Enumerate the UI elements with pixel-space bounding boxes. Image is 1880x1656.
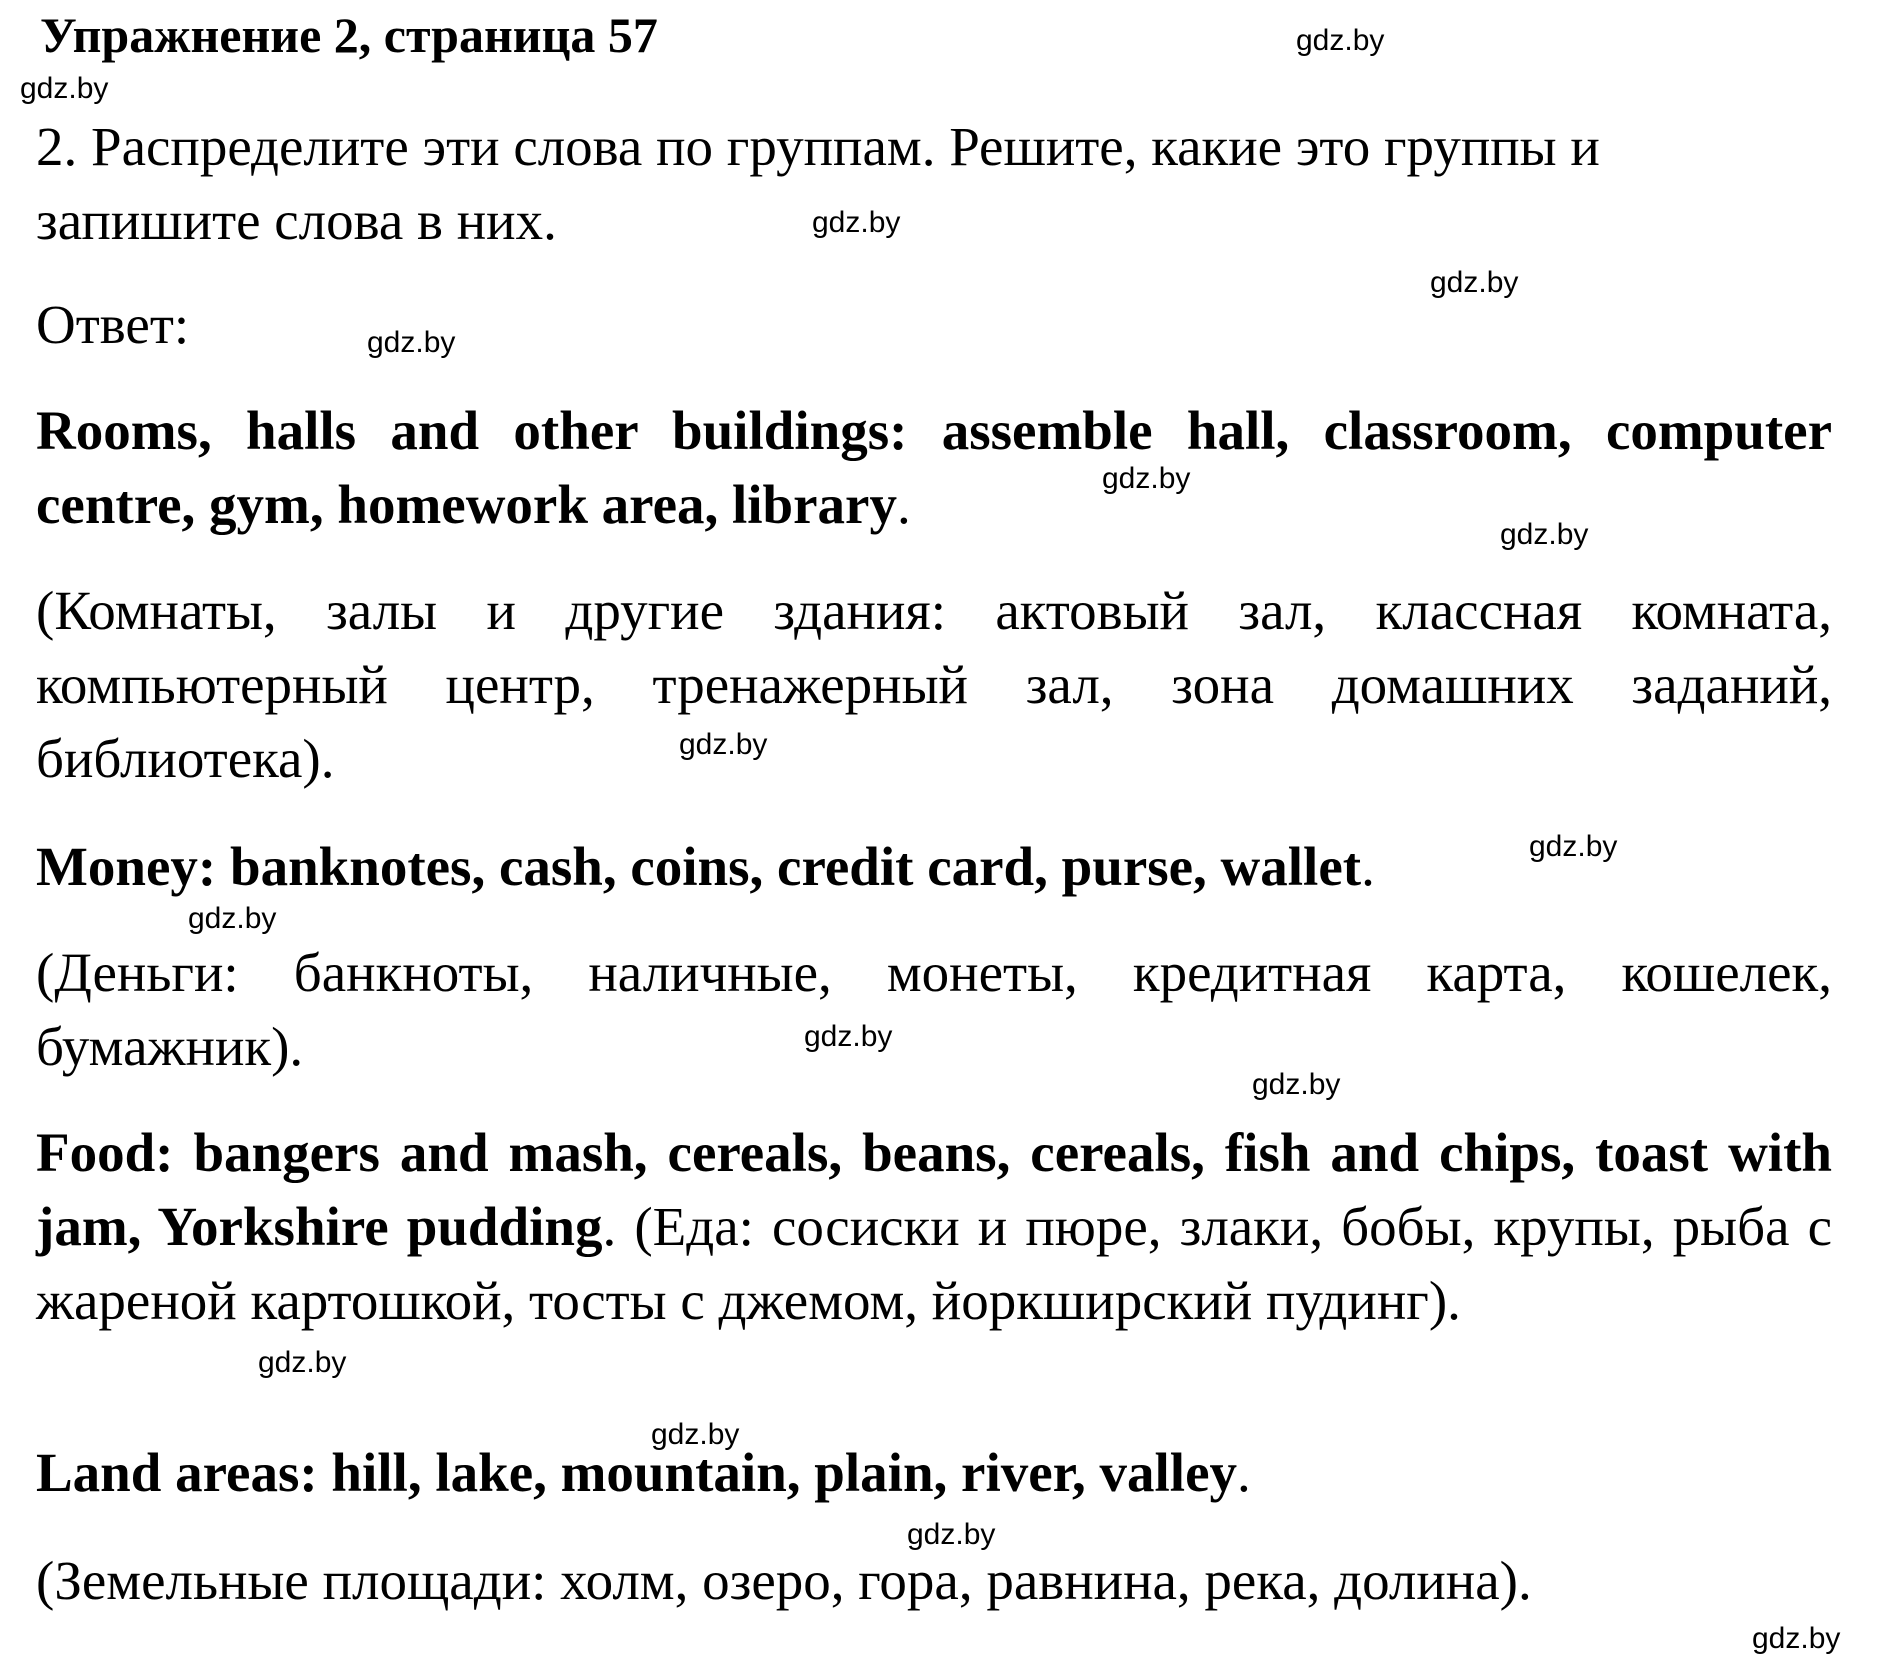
group-rooms-russian: (Комнаты, залы и другие здания: актовый зал, классная комната, компьютерный центр, тренажерный зал, зона домашних заданий, библиотека). [36, 580, 1832, 789]
watermark: gdz.by [367, 326, 456, 359]
watermark: gdz.by [804, 1020, 893, 1053]
watermark: gdz.by [258, 1346, 347, 1379]
watermark: gdz.by [20, 72, 109, 105]
watermark: gdz.by [651, 1418, 740, 1451]
watermark: gdz.by [1102, 462, 1191, 495]
answer-label: Ответ: [36, 294, 190, 355]
watermark: gdz.by [1529, 830, 1618, 863]
group-money-russian: (Деньги: банкноты, наличные, монеты, кредитная карта, кошелек, бумажник). [36, 942, 1832, 1077]
watermark: gdz.by [812, 206, 901, 239]
watermark: gdz.by [907, 1518, 996, 1551]
group-land-russian: (Земельные площади: холм, озеро, гора, равнина, река, долина). [36, 1550, 1532, 1611]
watermark: gdz.by [1430, 266, 1519, 299]
page-title: Упражнение 2, страница 57 [40, 7, 658, 63]
group-food-end: . [602, 1196, 635, 1257]
group-rooms-end: . [896, 474, 911, 535]
group-land-english [36, 1436, 1832, 1510]
watermark: gdz.by [1752, 1622, 1841, 1655]
watermark: gdz.by [1252, 1068, 1341, 1101]
watermark: gdz.by [1500, 518, 1589, 551]
watermark: gdz.by [679, 728, 768, 761]
group-rooms-words: Rooms, halls and other buildings: assemble hall, classroom, computer centre, gym, homework area, library [36, 400, 1832, 535]
task-text: 2. Распределите эти слова по группам. Решите, какие это группы и запишите слова в них. [36, 116, 1600, 251]
watermark: gdz.by [188, 902, 277, 935]
watermark: gdz.by [1296, 24, 1385, 57]
group-land-end: . [1236, 1442, 1251, 1503]
group-money-end: . [1361, 836, 1375, 897]
group-food-words: Food: bangers and mash, cereals, beans, cereals, fish and chips, toast with jam, Yorkshire pudding [36, 1122, 1832, 1257]
group-food-russian: (Еда: сосиски и пюре, злаки, бобы, крупы, рыба с жареной картошкой, тосты с джемом, йоркширский пудинг). [36, 1196, 1833, 1331]
group-money-words: Money: banknotes, cash, coins, credit card, purse, wallet [36, 836, 1362, 897]
group-food [36, 1116, 1832, 1338]
group-land-words: Land areas: hill, lake, mountain, plain, river, valley [36, 1442, 1237, 1503]
